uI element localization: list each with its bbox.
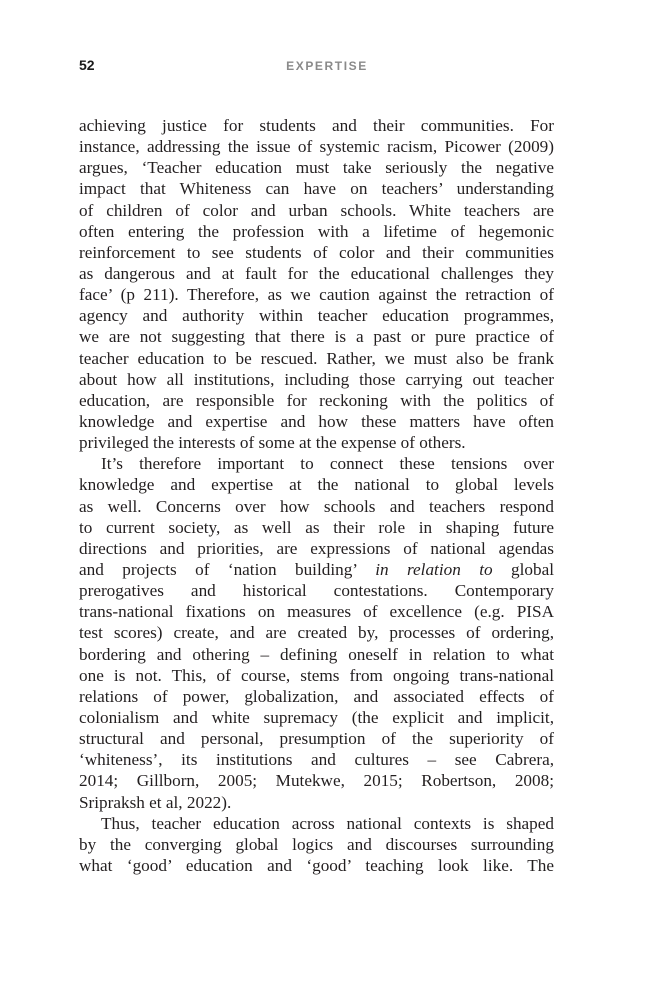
text-line-with-italic (79, 559, 554, 580)
text-line: Sripraksh et al, 2022). (79, 792, 232, 812)
text-line: relations of power, globalization, and associated effects of (79, 686, 554, 706)
text-line: ‘whiteness’, its institutions and cultures – see Cabrera, (79, 750, 554, 770)
text-line: instance, addressing the issue of systemic racism, Picower (2009) (79, 137, 554, 157)
text-line: Thus, teacher education across national contexts is shaped (101, 813, 554, 833)
text-line: structural and personal, presumption of the superiority of (79, 729, 554, 749)
text-segment: global (492, 559, 555, 579)
text-line: knowledge and expertise at the national to global levels (79, 475, 554, 495)
text-line: impact that Whiteness can have on teachers’ understanding (79, 179, 554, 199)
paragraph (79, 813, 554, 876)
text-line: It’s therefore important to connect these tensions over (101, 454, 554, 474)
text-line: by the converging global logics and discourses surrounding (79, 834, 554, 854)
text-line: teacher education to be rescued. Rather, we must also be frank (79, 348, 554, 368)
text-line: reinforcement to see students of color and their communities (79, 242, 554, 262)
text-line: what ‘good’ education and ‘good’ teaching look like. The (79, 855, 554, 875)
text-line: about how all institutions, including those carrying out teacher (79, 369, 554, 389)
text-line: we are not suggesting that there is a past or pure practice of (79, 327, 554, 347)
text-line: test scores) create, and are created by, processes of ordering, (79, 623, 554, 643)
text-line: bordering and othering – defining oneself in relation to what (79, 644, 554, 664)
text-line: privileged the interests of some at the expense of others. (79, 433, 466, 453)
text-line: of children of color and urban schools. White teachers are (79, 200, 554, 220)
page-number: 52 (79, 57, 95, 73)
text-line: argues, ‘Teacher education must take seriously the negative (79, 158, 554, 178)
paragraph (79, 115, 554, 453)
text-line: colonialism and white supremacy (the explicit and implicit, (79, 707, 554, 727)
text-line: 2014; Gillborn, 2005; Mutekwe, 2015; Robertson, 2008; (79, 771, 554, 791)
text-line: agency and authority within teacher education programmes, (79, 306, 554, 326)
body-text (79, 115, 554, 876)
text-line: one is not. This, of course, stems from ongoing trans-national (79, 665, 554, 685)
text-line: trans-national fixations on measures of excellence (e.g. PISA (79, 602, 554, 622)
text-line: education, are responsible for reckoning with the politics of (79, 390, 554, 410)
text-segment: and projects of ‘nation building’ (79, 559, 376, 579)
text-line: achieving justice for students and their communities. For (79, 116, 554, 135)
italic-phrase: in relation to (375, 559, 493, 579)
text-line: to current society, as well as their role in shaping future (79, 517, 554, 537)
text-line: knowledge and expertise and how these matters have often (79, 411, 554, 431)
text-line: face’ (p 211). Therefore, as we caution against the retraction of (79, 285, 554, 305)
text-line: directions and priorities, are expressions of national agendas (79, 538, 554, 558)
running-head: EXPERTISE (286, 59, 368, 73)
text-line: often entering the profession with a lifetime of hegemonic (79, 221, 554, 241)
paragraph (79, 453, 554, 812)
text-line: as well. Concerns over how schools and teachers respond (79, 496, 554, 516)
text-line: as dangerous and at fault for the educational challenges they (79, 263, 554, 283)
text-line: prerogatives and historical contestations. Contemporary (79, 581, 554, 601)
